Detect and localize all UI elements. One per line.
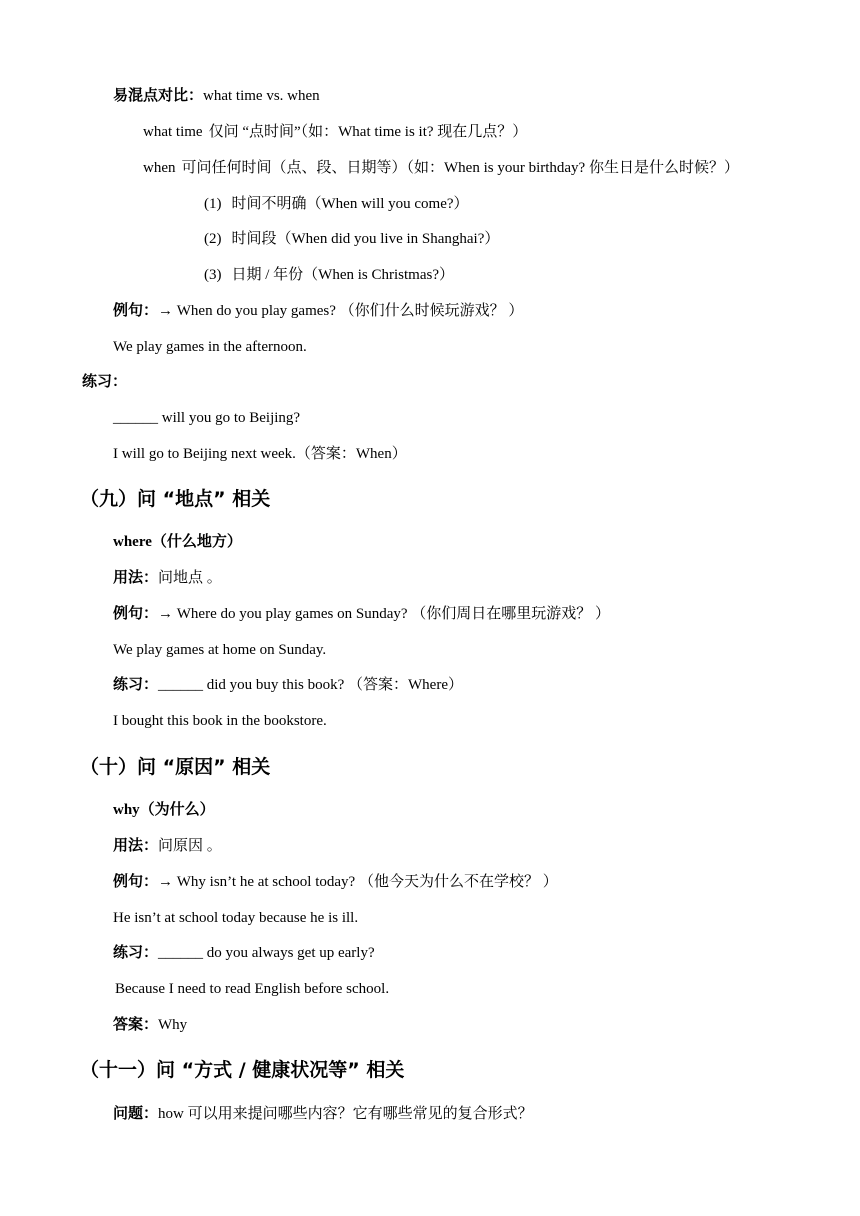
example-answer: We play games in the afternoon. [113,339,307,355]
keyword-where: where（什么地方） [113,534,242,550]
example-label: 例句： [113,874,159,890]
list-item-number: (1) [204,196,222,212]
question-text: how 可以用来提问哪些内容？它有哪些常见的复合形式？ [158,1106,533,1122]
list-item-text: 时间不明确（When will you come?） [231,196,469,212]
practice-question: ______ will you go to Beijing? [113,410,301,426]
practice-text: ______ did you buy this book? （答案：Where） [158,677,463,693]
what-time-desc: 仅问 “点时间”（如：What time is it? 现在几点？） [208,124,528,140]
list-item-text: 时间段（When did you live in Shanghai?） [231,231,500,247]
what-time-line [143,122,527,142]
keyword-why: why（为什么） [113,802,215,818]
when-line [143,158,739,178]
practice-answer: I bought this book in the bookstore. [113,713,327,729]
example-answer: He isn’t at school today because he is ill. [113,910,359,926]
question-line [113,1104,533,1124]
section-heading-reason: （十）问 “原因” 相关 [80,756,271,778]
example-text: → Why isn’t he at school today? （他今天为什么不在学校？ ） [158,874,558,890]
practice-answer: Because I need to read English before school. [115,981,390,997]
list-item [204,194,469,214]
answer-label: 答案： [113,1017,159,1033]
example-text: → Where do you play games on Sunday? （你们周日在哪里玩游戏？ ） [158,606,611,622]
section-heading-manner: （十一）问 “方式 / 健康状况等” 相关 [80,1059,405,1081]
question-label: 问题： [113,1106,159,1122]
example-answer: We play games at home on Sunday. [113,642,327,658]
usage-line [113,836,222,856]
example-line [113,301,523,321]
list-item [204,229,499,249]
section-heading-location: （九）问 “地点” 相关 [80,488,271,510]
confusion-value: what time vs. when [203,88,320,104]
list-item-text: 日期 / 年份（When is Christmas?） [231,267,454,283]
practice-label: 练习： [113,677,159,693]
practice-text: ______ do you always get up early? [158,945,375,961]
usage-label: 用法： [113,570,159,586]
confusion-label: 易混点对比： [113,88,204,104]
practice-label: 练习： [113,945,159,961]
practice-label: 练习： [82,374,128,390]
confusion-line [113,86,320,106]
when-desc: 可问任何时间（点、段、日期等）（如：When is your birthday? 你生日是什么时候？） [181,160,739,176]
example-text: → When do you play games? （你们什么时候玩游戏？ ） [158,303,524,319]
practice-line [113,675,463,695]
when-term: when [143,160,176,176]
practice-answer: I will go to Beijing next week.（答案：When） [113,446,407,462]
example-line [113,604,610,624]
usage-label: 用法： [113,838,159,854]
what-time-term: what time [143,124,203,140]
list-item-number: (2) [204,231,222,247]
example-label: 例句： [113,303,159,319]
usage-line [113,568,222,588]
list-item [204,265,454,285]
usage-text: 问地点 。 [158,570,222,586]
answer-text: Why [158,1017,188,1033]
list-item-number: (3) [204,267,222,283]
example-line [113,872,558,892]
practice-line [113,943,375,963]
answer-line [113,1015,187,1035]
example-label: 例句： [113,606,159,622]
usage-text: 问原因 。 [158,838,222,854]
